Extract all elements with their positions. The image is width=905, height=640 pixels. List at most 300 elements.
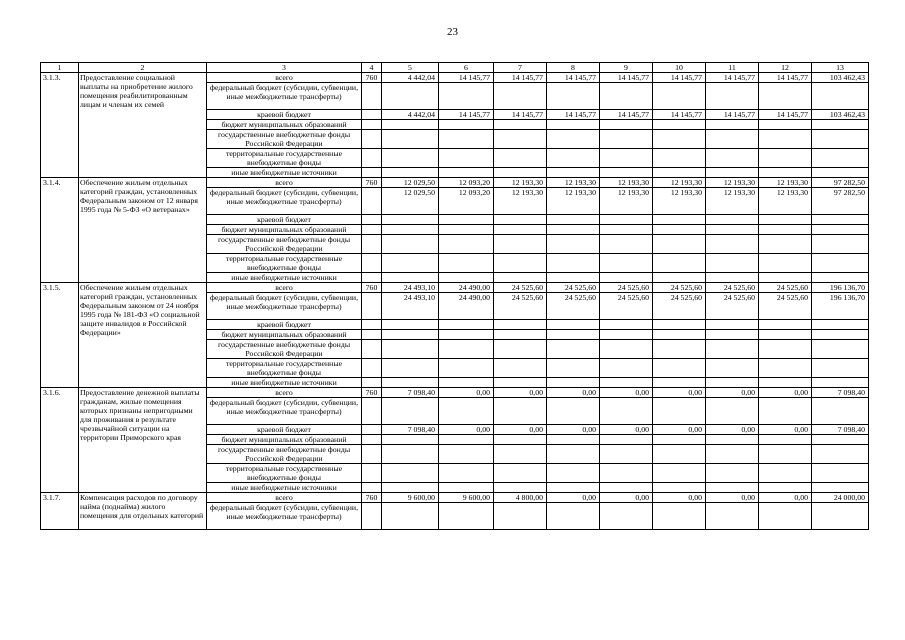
- amount-cell: 24 525,60: [547, 283, 600, 293]
- section-number: 3.1.5.: [41, 283, 79, 388]
- funding-source-label: краевой бюджет: [207, 320, 362, 330]
- amount-cell: [494, 503, 547, 530]
- table-row: [41, 283, 869, 293]
- amount-cell: [653, 330, 706, 340]
- funding-source-label: бюджет муниципальных образований: [207, 435, 362, 445]
- funding-source-label: краевой бюджет: [207, 215, 362, 225]
- section-number: 3.1.6.: [41, 388, 79, 493]
- amount-cell: [494, 168, 547, 178]
- amount-cell: [382, 340, 439, 359]
- amount-cell: [653, 445, 706, 464]
- amount-cell: 12 193,30: [547, 188, 600, 215]
- amount-cell: [759, 503, 812, 530]
- amount-cell: [653, 149, 706, 168]
- funding-source-label: иные внебюджетные источники: [207, 273, 362, 283]
- amount-cell: [759, 464, 812, 483]
- amount-cell: [812, 359, 869, 378]
- amount-cell: 12 193,30: [494, 178, 547, 188]
- budget-code: [362, 273, 382, 283]
- funding-source-label: федеральный бюджет (субсидии, субвенции, иные межбюджетные трансферты): [207, 503, 362, 530]
- amount-cell: [382, 120, 439, 130]
- budget-code: 760: [362, 493, 382, 503]
- amount-cell: 4 442,04: [382, 110, 439, 120]
- amount-cell: [547, 120, 600, 130]
- amount-cell: [653, 320, 706, 330]
- amount-cell: [547, 225, 600, 235]
- amount-cell: 24 525,60: [706, 283, 759, 293]
- amount-cell: [382, 130, 439, 149]
- amount-cell: [706, 273, 759, 283]
- amount-cell: 12 029,50: [382, 178, 439, 188]
- amount-cell: [653, 378, 706, 388]
- amount-cell: [439, 359, 494, 378]
- amount-cell: [759, 168, 812, 178]
- amount-cell: [439, 483, 494, 493]
- amount-cell: [382, 359, 439, 378]
- amount-cell: [812, 149, 869, 168]
- amount-cell: [706, 503, 759, 530]
- amount-cell: [494, 483, 547, 493]
- amount-cell: [382, 215, 439, 225]
- amount-cell: [494, 120, 547, 130]
- budget-code: [362, 254, 382, 273]
- amount-cell: [382, 83, 439, 110]
- amount-cell: [812, 445, 869, 464]
- funding-source-label: территориальные государственные внебюджетные фонды: [207, 254, 362, 273]
- amount-cell: [706, 398, 759, 425]
- amount-cell: 103 462,43: [812, 73, 869, 83]
- funding-source-label: всего: [207, 178, 362, 188]
- funding-source-label: бюджет муниципальных образований: [207, 330, 362, 340]
- column-number-row: [41, 63, 869, 73]
- funding-source-label: федеральный бюджет (субсидии, субвенции, иные межбюджетные трансферты): [207, 188, 362, 215]
- amount-cell: [759, 340, 812, 359]
- funding-source-label: иные внебюджетные источники: [207, 483, 362, 493]
- amount-cell: [759, 445, 812, 464]
- column-header: 4: [362, 63, 382, 73]
- amount-cell: [547, 398, 600, 425]
- amount-cell: [653, 254, 706, 273]
- budget-code: [362, 225, 382, 235]
- amount-cell: 0,00: [600, 425, 653, 435]
- amount-cell: 12 193,30: [706, 188, 759, 215]
- amount-cell: 24 525,60: [759, 283, 812, 293]
- budget-code: [362, 398, 382, 425]
- budget-code: 760: [362, 388, 382, 398]
- amount-cell: [812, 215, 869, 225]
- amount-cell: [653, 120, 706, 130]
- amount-cell: 24 525,60: [494, 283, 547, 293]
- amount-cell: 9 600,00: [382, 493, 439, 503]
- budget-code: [362, 425, 382, 435]
- amount-cell: [706, 330, 759, 340]
- amount-cell: 14 145,77: [494, 73, 547, 83]
- amount-cell: [439, 398, 494, 425]
- amount-cell: [382, 330, 439, 340]
- amount-cell: 12 193,30: [494, 188, 547, 215]
- amount-cell: [600, 398, 653, 425]
- budget-code: 760: [362, 283, 382, 293]
- amount-cell: 0,00: [759, 493, 812, 503]
- budget-code: [362, 235, 382, 254]
- amount-cell: [439, 464, 494, 483]
- amount-cell: [494, 149, 547, 168]
- funding-table: [40, 62, 869, 530]
- amount-cell: [759, 149, 812, 168]
- amount-cell: 12 193,30: [600, 188, 653, 215]
- amount-cell: 7 098,40: [812, 425, 869, 435]
- amount-cell: [382, 168, 439, 178]
- amount-cell: [494, 378, 547, 388]
- amount-cell: [600, 235, 653, 254]
- column-header: 12: [759, 63, 812, 73]
- amount-cell: [600, 215, 653, 225]
- funding-source-label: федеральный бюджет (субсидии, субвенции, иные межбюджетные трансферты): [207, 83, 362, 110]
- amount-cell: 24 525,60: [653, 283, 706, 293]
- funding-source-label: иные внебюджетные источники: [207, 378, 362, 388]
- amount-cell: [547, 340, 600, 359]
- amount-cell: [759, 483, 812, 493]
- amount-cell: [439, 149, 494, 168]
- amount-cell: [494, 320, 547, 330]
- amount-cell: [653, 168, 706, 178]
- amount-cell: [547, 130, 600, 149]
- amount-cell: [600, 83, 653, 110]
- budget-code: 760: [362, 73, 382, 83]
- budget-code: [362, 188, 382, 215]
- budget-code: [362, 503, 382, 530]
- amount-cell: [600, 330, 653, 340]
- amount-cell: 0,00: [547, 388, 600, 398]
- amount-cell: 12 193,30: [653, 178, 706, 188]
- amount-cell: [706, 254, 759, 273]
- amount-cell: [653, 235, 706, 254]
- amount-cell: [759, 235, 812, 254]
- amount-cell: [812, 330, 869, 340]
- amount-cell: [653, 435, 706, 445]
- amount-cell: [653, 398, 706, 425]
- funding-source-label: территориальные государственные внебюджетные фонды: [207, 464, 362, 483]
- amount-cell: [494, 435, 547, 445]
- amount-cell: 12 193,30: [706, 178, 759, 188]
- amount-cell: 24 490,00: [439, 283, 494, 293]
- amount-cell: [547, 330, 600, 340]
- amount-cell: [706, 83, 759, 110]
- budget-code: [362, 110, 382, 120]
- amount-cell: [547, 235, 600, 254]
- amount-cell: 0,00: [653, 493, 706, 503]
- amount-cell: 0,00: [439, 388, 494, 398]
- amount-cell: [759, 254, 812, 273]
- funding-source-label: территориальные государственные внебюджетные фонды: [207, 149, 362, 168]
- amount-cell: [547, 273, 600, 283]
- column-header: 7: [494, 63, 547, 73]
- amount-cell: 0,00: [653, 388, 706, 398]
- amount-cell: [759, 83, 812, 110]
- amount-cell: [494, 235, 547, 254]
- amount-cell: 7 098,40: [382, 388, 439, 398]
- section-title: Предоставление социальной выплаты на приобретение жилого помещения реабилитированным лицам и членам их семей: [79, 73, 207, 178]
- amount-cell: [812, 120, 869, 130]
- amount-cell: 14 145,77: [547, 110, 600, 120]
- table-row: [41, 388, 869, 398]
- amount-cell: [706, 340, 759, 359]
- amount-cell: 14 145,77: [653, 73, 706, 83]
- amount-cell: [812, 83, 869, 110]
- amount-cell: [706, 378, 759, 388]
- budget-code: [362, 215, 382, 225]
- amount-cell: 12 193,30: [653, 188, 706, 215]
- amount-cell: [653, 359, 706, 378]
- amount-cell: [382, 445, 439, 464]
- budget-code: [362, 359, 382, 378]
- amount-cell: [439, 435, 494, 445]
- amount-cell: [706, 235, 759, 254]
- amount-cell: [547, 254, 600, 273]
- column-header: 11: [706, 63, 759, 73]
- amount-cell: 24 000,00: [812, 493, 869, 503]
- funding-source-label: федеральный бюджет (субсидии, субвенции, иные межбюджетные трансферты): [207, 398, 362, 425]
- budget-code: [362, 168, 382, 178]
- amount-cell: [812, 398, 869, 425]
- column-header: 2: [79, 63, 207, 73]
- amount-cell: [439, 503, 494, 530]
- amount-cell: [812, 483, 869, 493]
- amount-cell: 24 525,60: [706, 293, 759, 320]
- budget-code: [362, 330, 382, 340]
- amount-cell: [547, 435, 600, 445]
- column-header: 9: [600, 63, 653, 73]
- amount-cell: [759, 330, 812, 340]
- amount-cell: [600, 273, 653, 283]
- funding-source-label: всего: [207, 388, 362, 398]
- amount-cell: [547, 359, 600, 378]
- funding-source-label: государственные внебюджетные фонды Российской Федерации: [207, 340, 362, 359]
- amount-cell: [439, 120, 494, 130]
- amount-cell: [547, 445, 600, 464]
- amount-cell: [600, 225, 653, 235]
- amount-cell: 14 145,77: [759, 110, 812, 120]
- amount-cell: [812, 378, 869, 388]
- funding-source-label: всего: [207, 73, 362, 83]
- amount-cell: 196 136,70: [812, 283, 869, 293]
- amount-cell: [653, 464, 706, 483]
- column-header: 3: [207, 63, 362, 73]
- amount-cell: [600, 445, 653, 464]
- amount-cell: [439, 273, 494, 283]
- amount-cell: [547, 168, 600, 178]
- amount-cell: 97 282,50: [812, 178, 869, 188]
- amount-cell: [439, 320, 494, 330]
- amount-cell: 4 800,00: [494, 493, 547, 503]
- amount-cell: [706, 225, 759, 235]
- amount-cell: [382, 503, 439, 530]
- amount-cell: [494, 445, 547, 464]
- amount-cell: [812, 340, 869, 359]
- amount-cell: 14 145,77: [706, 110, 759, 120]
- amount-cell: [706, 215, 759, 225]
- page-number: 23: [447, 26, 458, 38]
- amount-cell: 14 145,77: [600, 73, 653, 83]
- budget-code: [362, 120, 382, 130]
- amount-cell: 12 093,20: [439, 178, 494, 188]
- amount-cell: [494, 359, 547, 378]
- budget-code: [362, 149, 382, 168]
- amount-cell: [812, 168, 869, 178]
- amount-cell: [706, 149, 759, 168]
- amount-cell: [759, 130, 812, 149]
- amount-cell: 7 098,40: [382, 425, 439, 435]
- amount-cell: [600, 483, 653, 493]
- amount-cell: 24 493,10: [382, 293, 439, 320]
- amount-cell: [600, 503, 653, 530]
- amount-cell: [439, 235, 494, 254]
- section-number: 3.1.4.: [41, 178, 79, 283]
- section-title: Компенсация расходов по договору найма (поднайма) жилого помещения для отдельных категорий: [79, 493, 207, 530]
- amount-cell: [759, 273, 812, 283]
- amount-cell: [439, 254, 494, 273]
- amount-cell: [812, 225, 869, 235]
- amount-cell: 12 193,30: [759, 188, 812, 215]
- amount-cell: 0,00: [653, 425, 706, 435]
- amount-cell: 0,00: [706, 425, 759, 435]
- amount-cell: [759, 378, 812, 388]
- amount-cell: [382, 320, 439, 330]
- amount-cell: [706, 445, 759, 464]
- amount-cell: [706, 359, 759, 378]
- amount-cell: [600, 435, 653, 445]
- column-header: 6: [439, 63, 494, 73]
- amount-cell: [494, 330, 547, 340]
- amount-cell: [600, 340, 653, 359]
- amount-cell: 0,00: [547, 425, 600, 435]
- section-number: 3.1.3.: [41, 73, 79, 178]
- amount-cell: 12 029,50: [382, 188, 439, 215]
- amount-cell: 0,00: [706, 493, 759, 503]
- amount-cell: 14 145,77: [439, 73, 494, 83]
- amount-cell: [653, 215, 706, 225]
- budget-code: [362, 435, 382, 445]
- amount-cell: [706, 120, 759, 130]
- budget-code: [362, 293, 382, 320]
- amount-cell: [382, 398, 439, 425]
- amount-cell: 24 525,60: [759, 293, 812, 320]
- section-title: Обеспечение жильем отдельных категорий граждан, установленных Федеральным законом от 24 ноября 1995 года № 181-ФЗ «О социальной защите инвалидов в Российской Федерации»: [79, 283, 207, 388]
- column-header: 8: [547, 63, 600, 73]
- amount-cell: 14 145,77: [706, 73, 759, 83]
- amount-cell: 14 145,77: [653, 110, 706, 120]
- amount-cell: [759, 359, 812, 378]
- amount-cell: 12 093,20: [439, 188, 494, 215]
- amount-cell: 24 525,60: [600, 283, 653, 293]
- amount-cell: 0,00: [600, 493, 653, 503]
- amount-cell: 0,00: [494, 388, 547, 398]
- amount-cell: [759, 225, 812, 235]
- budget-code: [362, 83, 382, 110]
- amount-cell: [494, 340, 547, 359]
- amount-cell: [494, 398, 547, 425]
- amount-cell: [547, 215, 600, 225]
- amount-cell: [812, 273, 869, 283]
- amount-cell: [494, 130, 547, 149]
- amount-cell: [759, 320, 812, 330]
- amount-cell: [653, 130, 706, 149]
- amount-cell: [759, 435, 812, 445]
- amount-cell: [812, 503, 869, 530]
- column-header: 1: [41, 63, 79, 73]
- amount-cell: 24 490,00: [439, 293, 494, 320]
- amount-cell: [653, 273, 706, 283]
- amount-cell: 0,00: [706, 388, 759, 398]
- amount-cell: [600, 130, 653, 149]
- amount-cell: [439, 225, 494, 235]
- amount-cell: [439, 83, 494, 110]
- amount-cell: [382, 435, 439, 445]
- amount-cell: [706, 435, 759, 445]
- amount-cell: 0,00: [494, 425, 547, 435]
- table-row: [41, 493, 869, 503]
- funding-source-label: всего: [207, 283, 362, 293]
- amount-cell: 14 145,77: [439, 110, 494, 120]
- amount-cell: 7 098,40: [812, 388, 869, 398]
- amount-cell: [382, 225, 439, 235]
- budget-code: [362, 130, 382, 149]
- amount-cell: [600, 359, 653, 378]
- funding-source-label: федеральный бюджет (субсидии, субвенции, иные межбюджетные трансферты): [207, 293, 362, 320]
- amount-cell: [812, 435, 869, 445]
- amount-cell: [812, 320, 869, 330]
- amount-cell: [382, 149, 439, 168]
- amount-cell: [439, 340, 494, 359]
- amount-cell: [759, 398, 812, 425]
- amount-cell: 4 442,04: [382, 73, 439, 83]
- amount-cell: 12 193,30: [547, 178, 600, 188]
- funding-source-label: иные внебюджетные источники: [207, 168, 362, 178]
- budget-code: 760: [362, 178, 382, 188]
- amount-cell: 24 493,10: [382, 283, 439, 293]
- column-header: 13: [812, 63, 869, 73]
- amount-cell: [547, 503, 600, 530]
- amount-cell: [812, 235, 869, 254]
- amount-cell: [600, 120, 653, 130]
- column-header: 5: [382, 63, 439, 73]
- amount-cell: [600, 320, 653, 330]
- amount-cell: [653, 83, 706, 110]
- section-number: 3.1.7.: [41, 493, 79, 530]
- budget-code: [362, 483, 382, 493]
- amount-cell: [706, 464, 759, 483]
- amount-cell: 103 462,43: [812, 110, 869, 120]
- amount-cell: 0,00: [439, 425, 494, 435]
- amount-cell: [706, 320, 759, 330]
- amount-cell: [706, 168, 759, 178]
- amount-cell: 0,00: [600, 388, 653, 398]
- amount-cell: [439, 330, 494, 340]
- amount-cell: 24 525,60: [653, 293, 706, 320]
- section-title: Предоставление денежной выплаты гражданам, жилые помещения которых признаны непригодными для проживания в результате чрезвычайной ситуации на территории Приморского края: [79, 388, 207, 493]
- amount-cell: [382, 483, 439, 493]
- amount-cell: [547, 320, 600, 330]
- amount-cell: [382, 254, 439, 273]
- amount-cell: [494, 464, 547, 483]
- amount-cell: 0,00: [759, 388, 812, 398]
- funding-source-label: государственные внебюджетные фонды Российской Федерации: [207, 130, 362, 149]
- budget-code: [362, 378, 382, 388]
- amount-cell: [547, 483, 600, 493]
- amount-cell: [812, 130, 869, 149]
- budget-code: [362, 445, 382, 464]
- amount-cell: [382, 464, 439, 483]
